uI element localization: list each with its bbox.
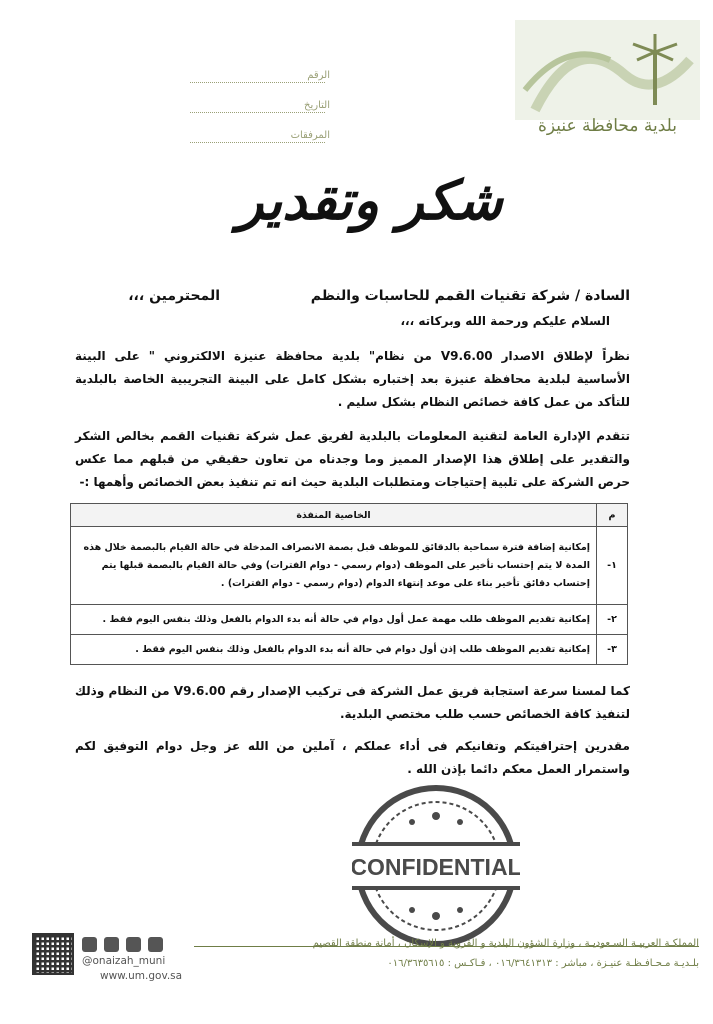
row-text: إمكانية تقديم الموظف طلب مهمة عمل أول دوام في حالة أنه بدء الدوام بالفعل وذلك بنفس اليوم فقط . bbox=[71, 605, 597, 635]
paragraph-thanks: تتقدم الإدارة العامة لتقنية المعلومات بالبلدية لفريق عمل شركة تقنيات القمم بخالص الشكر والتقدير على إطلاق هذا الإصدار المميز وما وجدناه من تعاون حقيقي من قبلهم مما عكس حرص الشركة على تلبية إحتياجات ومتطلبات البلدية حيث انه تم تنفيذ بعض الخصائص وأهمها :- bbox=[75, 429, 630, 489]
confidential-stamp bbox=[352, 782, 520, 950]
date-label: التاريخ bbox=[304, 100, 330, 111]
snapchat-icon[interactable] bbox=[148, 937, 163, 952]
attachments-label: المرفقات bbox=[290, 130, 330, 141]
recipient-line: السادة / شركة تقنيات القمم للحاسبات والنظم bbox=[310, 288, 630, 304]
footer-address-line: المملكـة العربيـة السـعوديـة ، وزارة الشؤون البلدية و القروية و الإسكان ، أمانة منطقة القصيم bbox=[312, 938, 699, 949]
table-header-row bbox=[71, 504, 628, 527]
table-row bbox=[71, 635, 628, 665]
attachments-field bbox=[190, 130, 330, 141]
qr-code-icon bbox=[32, 933, 74, 975]
palm-tree-logo-icon bbox=[515, 20, 700, 120]
social-handle[interactable]: @onaizah_muni bbox=[82, 955, 166, 967]
instagram-icon[interactable] bbox=[126, 937, 141, 952]
reference-number-label: الرقم bbox=[307, 70, 330, 81]
date-field bbox=[190, 100, 330, 111]
paragraph-release: نظراً لإطلاق الاصدار V9.6.00 من نظام" بلدية محافظة عنيزة الالكتروني " على البينة الأساسية لبلدية محافظة عنيزة بعد إختباره بشكل كامل على البينة التجريبية الخاصة بالبلدية للتأكد من عمل كافة خصائص النظام بشكل سليم . bbox=[75, 349, 631, 409]
table-row bbox=[71, 527, 628, 605]
paragraph-response: كما لمسنا سرعة استجابة فريق عمل الشركة فى تركيب الإصدار رقم V9.6.00 من النظام وذلك لتنفيذ كافة الخصائص حسب طلب مختصي البلدية. bbox=[75, 684, 630, 721]
features-table bbox=[70, 503, 628, 665]
paragraph-closing: مقدرين إحترافيتكم وتفانيكم فى أداء عملكم ، آملين من الله عز وجل دوام التوفيق لكم واستمرار العمل معكم دائما بإذن الله . bbox=[75, 739, 630, 776]
municipality-logo bbox=[515, 20, 700, 145]
table-row bbox=[71, 605, 628, 635]
reference-number-field bbox=[190, 70, 330, 81]
logo-text: بلدية محافظة عنيزة bbox=[537, 116, 678, 136]
row-text: إمكانية إضافة فترة سماحية بالدقائق للموظف قبل بصمة الانصراف المدخلة في حالة القيام بالبصمة خلال هذه المدة لا يتم إحتساب تأخير على الموظف (دوام رسمي - دوام الفترات) وفي حالة القيام بالبصمة قبلها يتم إحتساب دقائق تأخير بناء على موعد إنتهاء الدوام (دوام رسمي - دوام الفترات) . bbox=[71, 527, 597, 605]
table-header-number: م bbox=[597, 504, 628, 527]
recipient-honorific: المحترمين ،،، bbox=[128, 288, 220, 304]
table-header-feature: الخاصية المنفذة bbox=[71, 504, 597, 527]
page-title: شكر وتقدير bbox=[237, 168, 503, 232]
twitter-icon[interactable] bbox=[82, 937, 97, 952]
row-number: ١- bbox=[597, 527, 628, 605]
footer-contact-line: بلـديـة مـحـافـظـة عنيـزة ، مباشر : ٠١٦/٣٦٤١٣١٣ ، فـاكـس : ٠١٦/٣٦٣٥٦١٥ bbox=[387, 958, 699, 969]
row-number: ٢- bbox=[597, 605, 628, 635]
website-link[interactable]: www.um.gov.sa bbox=[100, 970, 183, 982]
greeting: السلام عليكم ورحمة الله وبركاته ،،، bbox=[400, 314, 610, 328]
row-text: إمكانية تقديم الموظف طلب إذن أول دوام في حالة أنه بدء الدوام بالفعل وذلك بنفس اليوم فقط . bbox=[71, 635, 597, 665]
social-icons bbox=[82, 937, 170, 956]
facebook-icon[interactable] bbox=[104, 937, 119, 952]
row-number: ٣- bbox=[597, 635, 628, 665]
stamp-text: CONFIDENTIAL bbox=[352, 854, 520, 880]
